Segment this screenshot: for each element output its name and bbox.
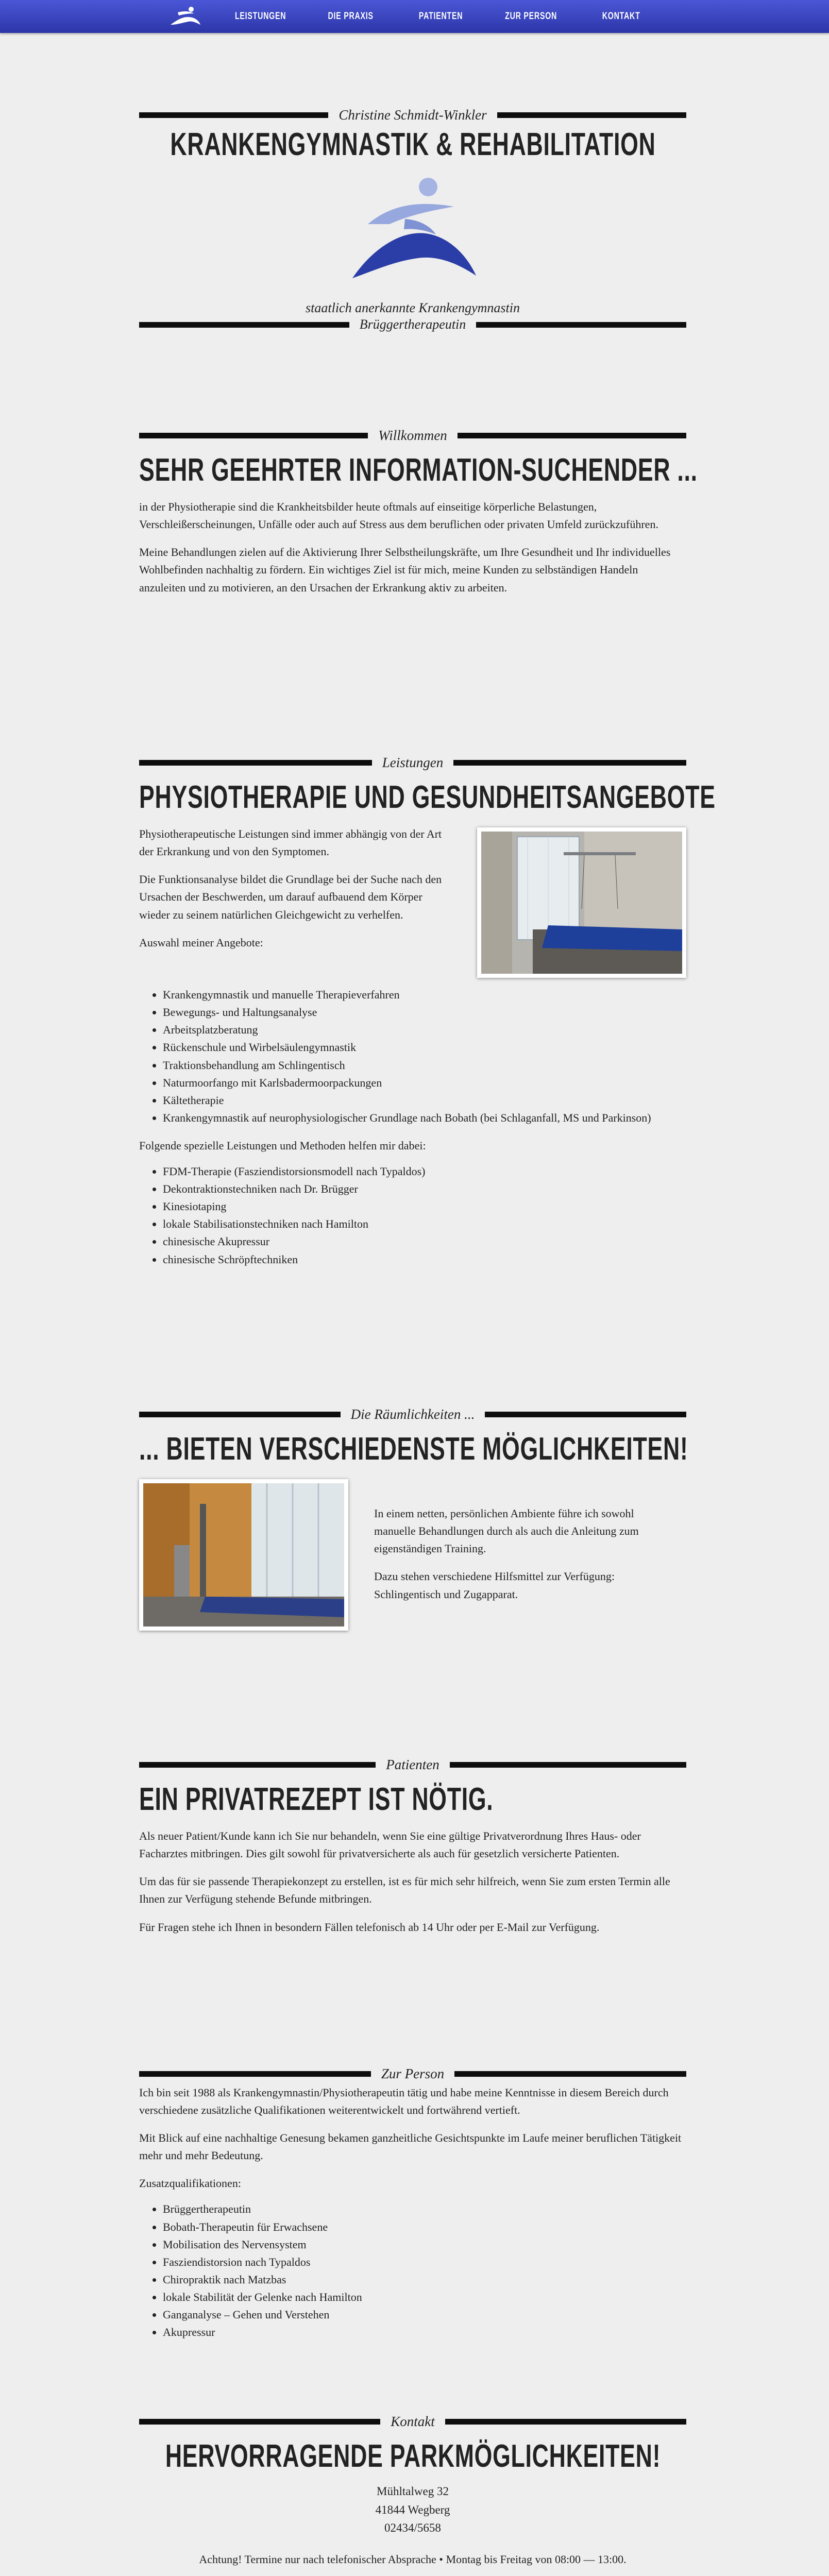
nav-item-praxis[interactable]: DIE PRAXIS — [328, 11, 374, 22]
divider — [445, 2419, 686, 2425]
header-subtitle-2: Brüggertherapeutin — [359, 317, 466, 332]
services-heading: PHYSIOTHERAPIE UND GESUNDHEITSANGEBOTE — [139, 779, 716, 815]
person-section — [139, 2066, 686, 2341]
rooms-kicker — [139, 1406, 686, 1422]
divider — [139, 760, 372, 766]
welcome-kicker — [139, 428, 686, 444]
patients-heading: EIN PRIVATREZEPT IST NÖTIG. — [139, 1782, 494, 1817]
rooms-section — [139, 1406, 686, 1631]
header-subtitle-row — [139, 317, 686, 332]
list-item: • lokale Stabilisationstechniken nach Hamilton — [163, 1215, 686, 1233]
divider — [497, 112, 686, 118]
contact-section — [139, 2414, 686, 2576]
services-methods-list — [139, 1163, 686, 1268]
divider — [485, 1412, 686, 1417]
list-item: • Kinesiotaping — [163, 1198, 686, 1215]
header-subtitle: staatlich anerkannte Krankengymnastin — [306, 300, 520, 316]
patients-paragraph-2: Um das für sie passende Therapiekonzept zu erstellen, ist es für mich sehr hilfreich, wenn Sie zum ersten Termin alle Ihnen zur Verfügung stehende Befunde mitbringen. — [139, 1875, 670, 1906]
list-item: • Ganganalyse – Gehen und Verstehen — [163, 2306, 686, 2324]
patients-paragraph-1: Als neuer Patient/Kunde kann ich Sie nur behandeln, wenn Sie eine gültige Privatverordnung Ihres Haus- oder Facharztes mitbringen. Dies gilt sowohl für privatversicherte als auch für gesetzlich versicherte Patienten. — [139, 1829, 641, 1860]
divider — [139, 322, 349, 328]
kicker-text: Kontakt — [391, 2414, 435, 2429]
contact-heading: HERVORRAGENDE PARKMÖGLICHKEITEN! — [165, 2438, 661, 2474]
list-item: • chinesische Akupressur — [163, 1233, 686, 1250]
top-navigation — [0, 0, 829, 33]
patients-kicker — [139, 1757, 686, 1773]
divider — [453, 760, 686, 766]
services-paragraph-1: Physiotherapeutische Leistungen sind immer abhängig von der Art der Erkrankung und von den Symptomen. — [139, 827, 442, 858]
phone-number[interactable]: 02434/5658 — [384, 2521, 441, 2535]
nav-item-patienten[interactable]: PATIENTEN — [418, 11, 463, 22]
opening-hours: Achtung! Termine nur nach telefonischer Absprache • Montag bis Freitag von 08:00 — 13:00. — [199, 2553, 627, 2566]
list-item: • Krankengymnastik auf neurophysiologischer Grundlage nach Bobath (bei Schlaganfall, MS und Parkinson) — [163, 1109, 686, 1127]
address-city: 41844 Wegberg — [375, 2503, 450, 2516]
divider — [450, 1762, 686, 1768]
list-item: • Rückenschule und Wirbelsäulengymnastik — [163, 1039, 686, 1056]
list-item: • Traktionsbehandlung am Schlingentisch — [163, 1057, 686, 1074]
list-item: • Kältetherapie — [163, 1092, 686, 1109]
list-item: • Mobilisation des Nervensystem — [163, 2236, 686, 2253]
training-room-image — [143, 1483, 344, 1626]
services-list-title: Auswahl meiner Angebote: — [139, 936, 263, 949]
welcome-heading: SEHR GEEHRTER INFORMATION-SUCHENDER ... — [139, 452, 698, 488]
owner-name: Christine Schmidt-Winkler — [339, 107, 487, 123]
list-item: • lokale Stabilität der Gelenke nach Hamilton — [163, 2289, 686, 2306]
nav-item-person[interactable]: ZUR PERSON — [505, 11, 557, 22]
list-item: • Bobath-Therapeutin für Erwachsene — [163, 2218, 686, 2236]
list-item: • Bewegungs- und Haltungsanalyse — [163, 1004, 686, 1021]
nav-item-leistungen[interactable]: LEISTUNGEN — [234, 11, 286, 22]
training-room-photo — [139, 1479, 348, 1631]
welcome-section — [139, 428, 698, 597]
kicker-text: Willkommen — [378, 428, 447, 443]
welcome-paragraph-1: in der Physiotherapie sind die Krankheitsbilder heute oftmals auf einseitige körperliche Belastungen, Verschleißerscheinungen, Unfälle oder auch auf Stress aus dem beruflichen oder privaten Umfeld zurückzuführen. — [139, 500, 658, 531]
divider — [139, 1412, 341, 1417]
divider — [476, 322, 686, 328]
qualifications-list — [139, 2200, 686, 2341]
services-list — [139, 986, 686, 1127]
list-item: • Dekontraktionstechniken nach Dr. Brügger — [163, 1180, 686, 1198]
list-item: • Chiropraktik nach Matzbas — [163, 2271, 686, 2289]
rooms-paragraph-1: In einem netten, persönlichen Ambiente führe ich sowohl manuelle Behandlungen durch als auch die Anleitung zum eigenständigen Training. — [374, 1507, 639, 1555]
welcome-paragraph-2: Meine Behandlungen zielen auf die Aktivierung Ihrer Selbstheilungskräfte, um Ihre Gesundheit und Ihr individuelles Wohlbefinden nachhaltig zu fördern. Ein wichtiges Ziel ist für mich, meine Kunden zu selbständigen Handeln anzuleiten und zu motivieren, an den Ursachen der Erkrankung aktiv zu arbeiten. — [139, 546, 671, 594]
list-item: • FDM-Therapie (Fasziendistorsionsmodell nach Typaldos) — [163, 1163, 686, 1180]
kicker-text: Zur Person — [381, 2066, 445, 2081]
address-street: Mühltalweg 32 — [377, 2485, 449, 2498]
site-title: KRANKENGYMNASTIK & REHABILITATION — [170, 127, 656, 162]
site-header — [139, 107, 686, 332]
divider — [139, 2071, 371, 2077]
list-item: • Brüggertherapeutin — [163, 2200, 686, 2218]
rooms-paragraph-2: Dazu stehen verschiedene Hilfsmittel zur Verfügung: Schlingentisch und Zugapparat. — [374, 1570, 615, 1601]
rooms-heading: ... BIETEN VERSCHIEDENSTE MÖGLICHKEITEN! — [139, 1431, 688, 1467]
divider — [454, 2071, 686, 2077]
nav-item-kontakt[interactable]: KONTAKT — [602, 11, 640, 22]
header-kicker — [139, 107, 686, 123]
list-item: • Arbeitsplatzberatung — [163, 1021, 686, 1039]
logo-icon[interactable] — [167, 4, 204, 29]
list-item: • chinesische Schröpftechniken — [163, 1251, 686, 1268]
list-item: • Akupressur — [163, 2324, 686, 2341]
patients-paragraph-3: Für Fragen stehe ich Ihnen in besondern Fällen telefonisch ab 14 Uhr oder per E-Mail zur Verfügung. — [139, 1920, 600, 1934]
person-list-title: Zusatzqualifikationen: — [139, 2177, 241, 2190]
treatment-room-photo — [477, 827, 686, 978]
patients-section — [139, 1757, 686, 1936]
services-kicker — [139, 755, 686, 771]
contact-kicker — [139, 2414, 686, 2430]
divider — [139, 1762, 376, 1768]
services-paragraph-2: Die Funktionsanalyse bildet die Grundlage bei der Suche nach den Ursachen der Beschwerden, um darauf aufbauend dem Körper wieder zu seinem natürlichen Gleichgewicht zu verhelfen. — [139, 873, 442, 921]
services-methods-title: Folgende spezielle Leistungen und Methoden helfen mir dabei: — [139, 1139, 426, 1152]
kicker-text: Die Räumlichkeiten ... — [350, 1406, 475, 1422]
kicker-text: Leistungen — [382, 755, 444, 770]
runner-logo-icon — [343, 173, 482, 291]
kicker-text: Patienten — [386, 1757, 439, 1772]
list-item: • Krankengymnastik und manuelle Therapieverfahren — [163, 986, 686, 1004]
services-section — [139, 755, 716, 1268]
person-paragraph-1: Ich bin seit 1988 als Krankengymnastin/Physiotherapeutin tätig und habe meine Kenntnisse in diesem Bereich durch verschiedene zusätzliche Qualifikationen weiterentwickelt und fortwährend vertieft. — [139, 2086, 669, 2117]
divider — [139, 433, 368, 438]
person-kicker — [139, 2066, 686, 2082]
list-item: • Naturmoorfango mit Karlsbadermoorpackungen — [163, 1074, 686, 1092]
divider — [139, 112, 328, 118]
divider — [139, 2419, 380, 2425]
list-item: • Fasziendistorsion nach Typaldos — [163, 2253, 686, 2271]
divider — [458, 433, 686, 438]
person-paragraph-2: Mit Blick auf eine nachhaltige Genesung bekamen ganzheitliche Gesichtspunkte im Laufe meiner beruflichen Tätigkeit mehr und mehr Bedeutung. — [139, 2131, 682, 2162]
treatment-room-image — [481, 832, 682, 974]
